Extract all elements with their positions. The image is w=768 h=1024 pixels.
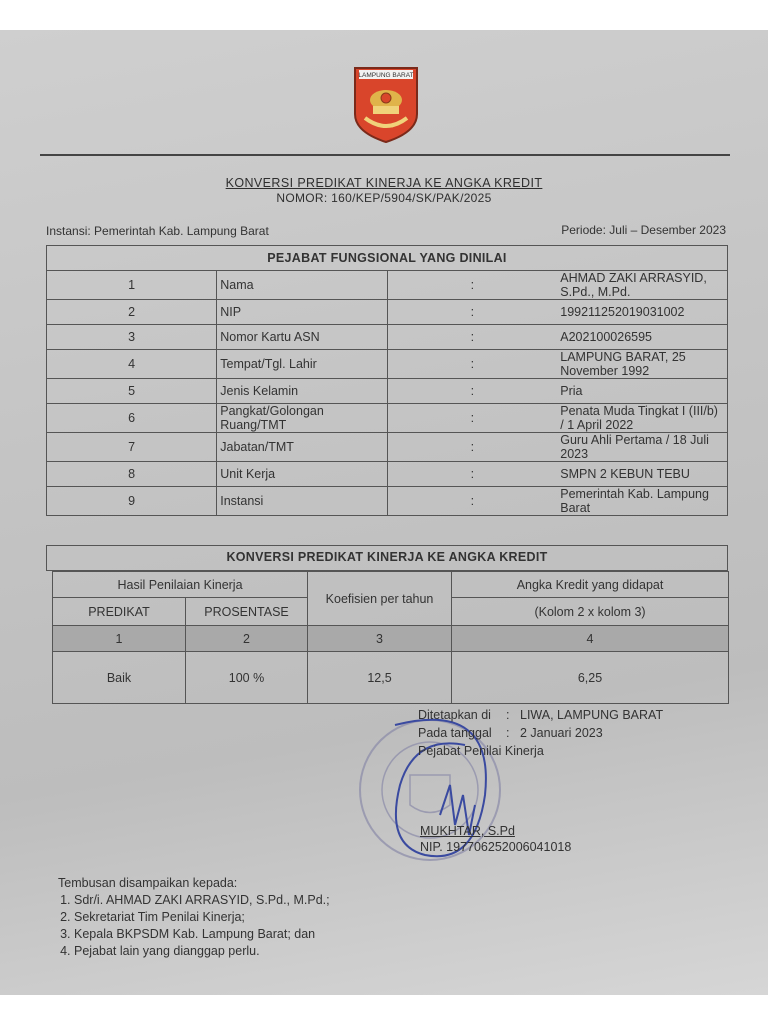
row-label: Nomor Kartu ASN <box>217 325 387 350</box>
table-row <box>47 462 728 487</box>
tembusan-heading: Tembusan disampaikan kepada: <box>58 876 238 890</box>
row-label: Tempat/Tgl. Lahir <box>217 350 387 379</box>
koefisien-value: 12,5 <box>308 652 452 704</box>
col-number-4: 4 <box>452 626 729 652</box>
row-value: A202100026595 <box>557 325 727 350</box>
angka-kredit-header: Angka Kredit yang didapat <box>452 572 729 598</box>
row-value: Guru Ahli Pertama / 18 Juli 2023 <box>557 433 727 462</box>
table-row <box>47 300 728 325</box>
row-label: Jabatan/TMT <box>217 433 387 462</box>
row-number: 3 <box>47 325 217 350</box>
tanggal-colon: : <box>506 726 510 740</box>
pejabat-table <box>46 245 728 516</box>
document-number: NOMOR: 160/KEP/5904/SK/PAK/2025 <box>276 191 492 205</box>
konversi-table <box>52 571 729 704</box>
koefisien-header: Koefisien per tahun <box>308 572 452 626</box>
row-value: AHMAD ZAKI ARRASYID, S.Pd., M.Pd. <box>557 271 727 300</box>
row-label: Unit Kerja <box>217 462 387 487</box>
row-colon: : <box>387 350 557 379</box>
row-value: Pemerintah Kab. Lampung Barat <box>557 487 727 516</box>
tembusan-list <box>58 892 330 960</box>
row-value: LAMPUNG BARAT, 25 November 1992 <box>557 350 727 379</box>
table-row <box>47 350 728 379</box>
hasil-penilaian-header: Hasil Penilaian Kinerja <box>53 572 308 598</box>
table-row <box>47 325 728 350</box>
list-item: 2. Sekretariat Tim Penilai Kinerja; <box>74 909 330 926</box>
tanggal-value: 2 Januari 2023 <box>520 726 603 740</box>
row-colon: : <box>387 404 557 433</box>
lampung-barat-emblem-icon <box>351 62 421 144</box>
signature-block <box>418 706 663 760</box>
row-number: 7 <box>47 433 217 462</box>
row-value: Penata Muda Tingkat I (III/b) / 1 April 2022 <box>557 404 727 433</box>
tanggal-label: Pada tanggal <box>418 726 492 740</box>
signer-name: MUKHTAR, S.Pd <box>420 824 515 838</box>
table-row <box>47 271 728 300</box>
signer-nip: NIP. 197706252006041018 <box>420 840 572 854</box>
table-row <box>47 433 728 462</box>
row-label: Pangkat/Golongan Ruang/TMT <box>217 404 387 433</box>
konversi-heading: KONVERSI PREDIKAT KINERJA KE ANGKA KREDIT <box>46 545 728 571</box>
ditetapkan-value: LIWA, LAMPUNG BARAT <box>520 708 664 722</box>
row-number: 2 <box>47 300 217 325</box>
row-colon: : <box>387 271 557 300</box>
col-number-2: 2 <box>186 626 308 652</box>
row-number: 1 <box>47 271 217 300</box>
list-item: 4. Pejabat lain yang dianggap perlu. <box>74 943 330 960</box>
document-page <box>0 30 768 995</box>
row-value: SMPN 2 KEBUN TEBU <box>557 462 727 487</box>
col-number-1: 1 <box>53 626 186 652</box>
document-title: KONVERSI PREDIKAT KINERJA KE ANGKA KREDIT <box>225 176 543 190</box>
list-item: 3. Kepala BKPSDM Kab. Lampung Barat; dan <box>74 926 330 943</box>
table-row <box>47 379 728 404</box>
tembusan-block <box>58 875 330 960</box>
row-colon: : <box>387 462 557 487</box>
row-label: NIP <box>217 300 387 325</box>
row-label: Instansi <box>217 487 387 516</box>
row-colon: : <box>387 300 557 325</box>
pejabat-heading: PEJABAT FUNGSIONAL YANG DINILAI <box>47 246 728 271</box>
list-item: 1. Sdr/i. AHMAD ZAKI ARRASYID, S.Pd., M.Pd.; <box>74 892 330 909</box>
angka-kredit-value: 6,25 <box>452 652 729 704</box>
row-number: 8 <box>47 462 217 487</box>
col-number-3: 3 <box>308 626 452 652</box>
row-number: 6 <box>47 404 217 433</box>
prosentase-header: PROSENTASE <box>186 598 308 626</box>
row-label: Nama <box>217 271 387 300</box>
predikat-value: Baik <box>53 652 186 704</box>
signer-role: Pejabat Penilai Kinerja <box>418 744 544 758</box>
row-colon: : <box>387 433 557 462</box>
row-colon: : <box>387 379 557 404</box>
row-number: 9 <box>47 487 217 516</box>
ditetapkan-colon: : <box>506 708 510 722</box>
row-label: Jenis Kelamin <box>217 379 387 404</box>
row-colon: : <box>387 487 557 516</box>
row-number: 4 <box>47 350 217 379</box>
periode-line: Periode: Juli – Desember 2023 <box>561 223 726 237</box>
row-value: 199211252019031002 <box>557 300 727 325</box>
predikat-header: PREDIKAT <box>53 598 186 626</box>
row-colon: : <box>387 325 557 350</box>
instansi-line: Instansi: Pemerintah Kab. Lampung Barat <box>46 224 269 238</box>
header-divider <box>40 154 730 156</box>
signer <box>420 823 571 855</box>
formula-header: (Kolom 2 x kolom 3) <box>452 598 729 626</box>
table-row <box>47 404 728 433</box>
row-number: 5 <box>47 379 217 404</box>
row-value: Pria <box>557 379 727 404</box>
prosentase-value: 100 % <box>186 652 308 704</box>
ditetapkan-label: Ditetapkan di <box>418 708 491 722</box>
svg-text:LAMPUNG BARAT: LAMPUNG BARAT <box>358 72 414 79</box>
table-row <box>47 487 728 516</box>
